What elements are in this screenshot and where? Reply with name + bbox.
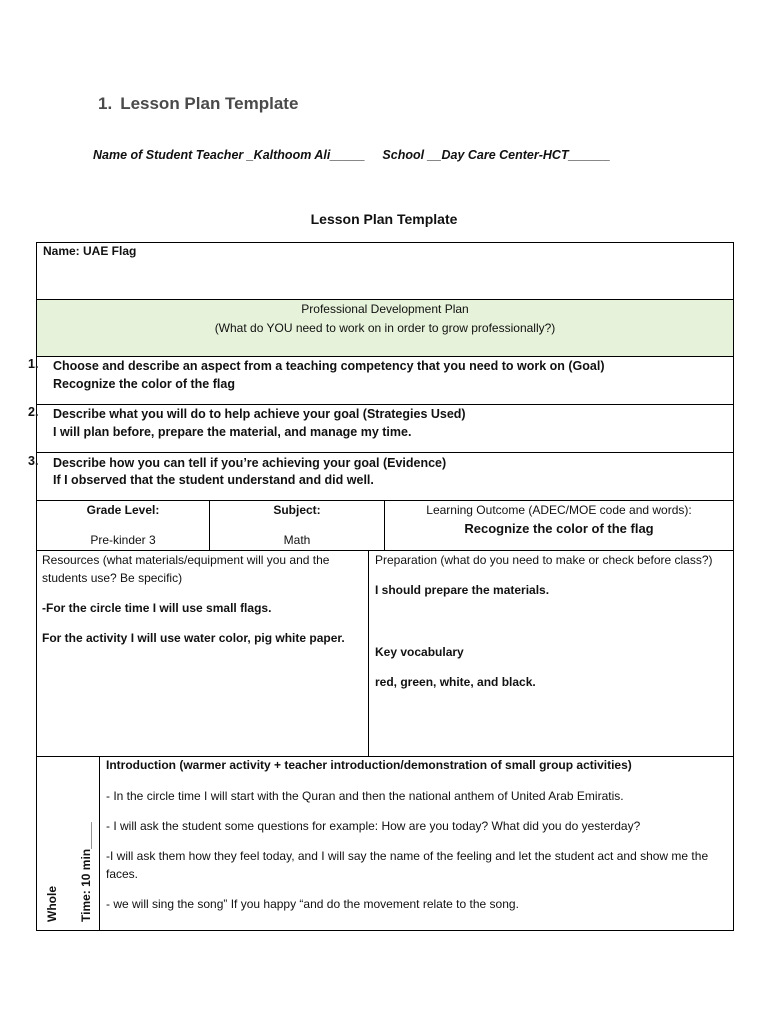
grade-level-label: Grade Level:	[86, 503, 160, 517]
introduction-item: -I will ask them how they feel today, and I will say the name of the feeling and let the student act and show me the faces.	[106, 849, 709, 881]
grade-level-value: Pre-kinder 3	[90, 533, 156, 547]
resources-label: Resources (what materials/equipment will you and the students use? Be specific)	[42, 553, 330, 585]
preparation-cell	[375, 551, 727, 703]
introduction-title: Introduction (warmer activity + teacher introduction/demonstration of small group activities)	[106, 758, 632, 772]
goal-number: 1.	[28, 357, 39, 371]
preparation-label: Preparation (what do you need to make or check before class?)	[375, 553, 713, 567]
goal-question: Describe how you can tell if you’re achieving your goal (Evidence)	[53, 456, 447, 470]
goal-answer: I will plan before, prepare the material, and manage my time.	[53, 425, 412, 439]
introduction-item: - In the circle time I will start with the Quran and then the national anthem of United Arab Emiratis.	[106, 789, 624, 803]
goal-answer: Recognize the color of the flag	[53, 377, 235, 391]
table-border-right	[733, 242, 734, 931]
subject-cell	[210, 500, 384, 549]
learning-outcome-value: Recognize the color of the flag	[464, 521, 654, 536]
section-heading	[98, 94, 298, 114]
time-label: Time: 10 min____	[79, 822, 93, 922]
lesson-name-cell: Name: UAE Flag	[43, 244, 137, 258]
goal-number: 2.	[28, 405, 39, 419]
learning-outcome-label: Learning Outcome (ADEC/MOE code and words):	[426, 503, 692, 517]
grade-level-cell	[37, 500, 209, 549]
lesson-plan-title: Lesson Plan Template	[310, 211, 458, 227]
goal-answer: If I observed that the student understand and did well.	[53, 473, 374, 487]
row-divider	[36, 452, 734, 453]
col-divider	[99, 756, 100, 930]
goal-question: Choose and describe an aspect from a teaching competency that you need to work on (Goal)	[53, 359, 605, 373]
whole-label: Whole	[45, 886, 59, 922]
table-border-bottom	[36, 930, 734, 931]
goal-number: 3.	[28, 454, 39, 468]
preparation-text: I should prepare the materials.	[375, 583, 550, 597]
resources-item: For the activity I will use water color, pig white paper.	[42, 631, 345, 645]
introduction-item: - I will ask the student some questions for example: How are you today? What did you do yesterday?	[106, 819, 641, 833]
pdp-header	[37, 300, 733, 356]
table-border-top	[36, 242, 734, 243]
resources-cell	[42, 551, 362, 659]
key-vocabulary-words: red, green, white, and black.	[375, 675, 536, 689]
resources-item: -For the circle time I will use small flags.	[42, 601, 272, 615]
section-title: Lesson Plan Template	[120, 94, 299, 113]
key-vocabulary-label: Key vocabulary	[375, 645, 464, 659]
subject-value: Math	[283, 533, 311, 547]
introduction-item: - we will sing the song” If you happy “and do the movement relate to the song.	[106, 897, 519, 911]
learning-outcome-cell	[385, 500, 733, 538]
subject-label: Subject:	[273, 503, 321, 517]
teacher-school-line: Name of Student Teacher _Kalthoom Ali_____ School __Day Care Center-HCT______	[93, 148, 611, 162]
introduction-cell	[106, 756, 728, 925]
pdp-title: Professional Development Plan	[301, 302, 469, 316]
pdp-subtitle: (What do YOU need to work on in order to grow professionally?)	[214, 321, 556, 335]
goal-question: Describe what you will do to help achieve your goal (Strategies Used)	[53, 407, 466, 421]
col-divider	[368, 550, 369, 756]
section-number: 1.	[98, 94, 113, 113]
